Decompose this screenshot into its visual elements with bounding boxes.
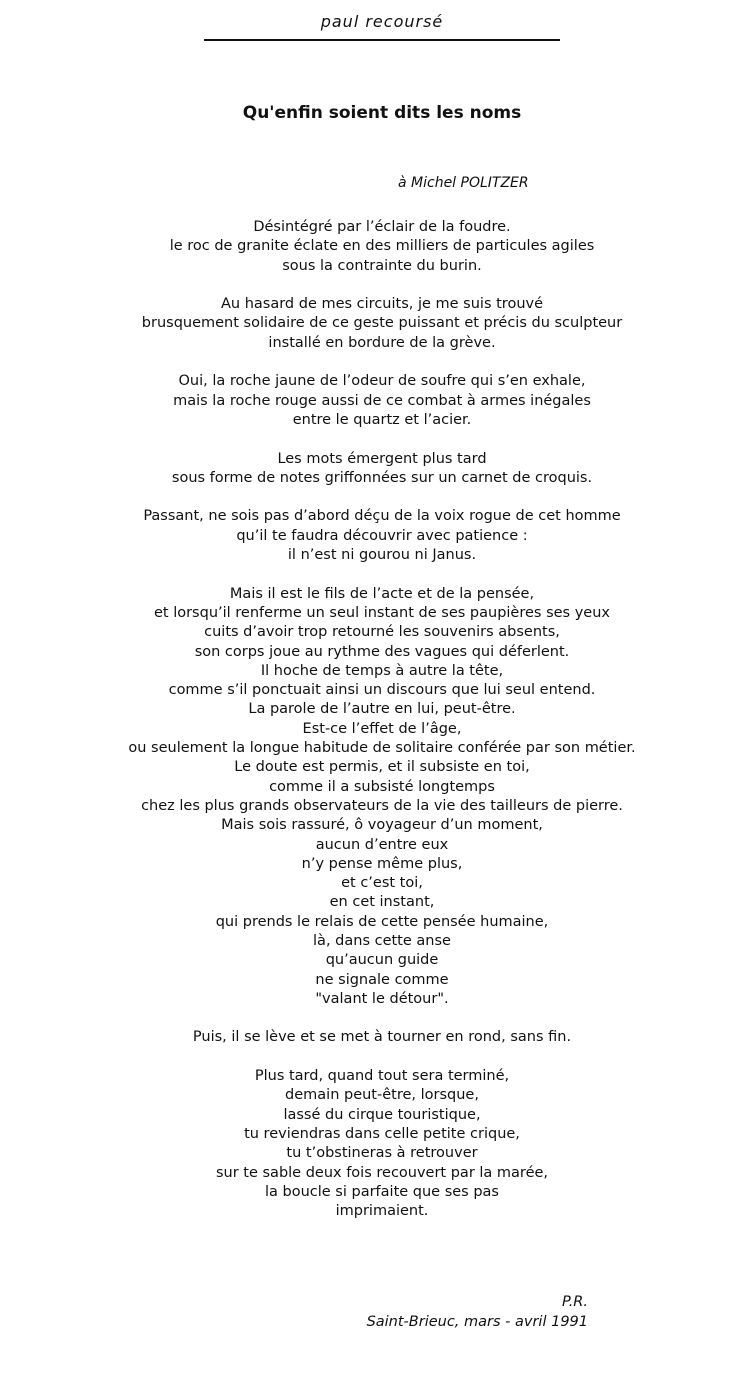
poem-line: entre le quartz et l’acier. xyxy=(292,411,472,428)
signature-block xyxy=(367,1292,588,1332)
poem-line: il n’est ni gourou ni Janus. xyxy=(287,547,477,564)
stanza xyxy=(0,450,750,489)
stanza xyxy=(0,507,750,565)
dedication: à Michel POLITZER xyxy=(398,175,529,191)
poem-line: mais la roche rouge aussi de ce combat à armes inégales xyxy=(173,392,591,409)
poem-line: en cet instant, xyxy=(329,894,435,911)
stanza xyxy=(0,585,750,1010)
header-divider xyxy=(204,39,560,41)
poem-line: Mais sois rassuré, ô voyageur d’un moment, xyxy=(221,817,543,834)
poem-line: brusquement solidaire de ce geste puissant et précis du sculpteur xyxy=(141,315,623,332)
poem-line: ne signale comme xyxy=(315,971,449,988)
poem-line: et lorsqu’il renferme un seul instant de ses paupières ses yeux xyxy=(153,604,610,621)
poem-line: Désintégré par l’éclair de la foudre. xyxy=(253,219,511,235)
poem-line: tu t’obstineras à retrouver xyxy=(286,1145,478,1162)
stanza xyxy=(0,295,750,353)
poem-line: son corps joue au rythme des vagues qui déferlent. xyxy=(194,643,570,660)
poem-line: sous forme de notes griffonnées sur un carnet de croquis. xyxy=(171,469,593,486)
poem-line: cuits d’avoir trop retourné les souvenirs absents, xyxy=(204,624,560,641)
poem-line: sur te sable deux fois recouvert par la marée, xyxy=(215,1164,549,1181)
poem-line: comme il a subsisté longtemps xyxy=(269,778,495,795)
poem-line: chez les plus grands observateurs de la vie des tailleurs de pierre. xyxy=(141,797,623,814)
poem-line: le roc de granite éclate en des milliers de particules agiles xyxy=(169,238,595,255)
poem-line: aucun d’entre eux xyxy=(315,836,449,853)
poem-line: Les mots émergent plus tard xyxy=(277,450,487,467)
author-header: paul recoursé xyxy=(320,12,444,31)
poem-line: qu’il te faudra découvrir avec patience : xyxy=(236,527,528,544)
stanza xyxy=(0,1028,750,1047)
poem-line: ou seulement la longue habitude de solitaire conférée par son métier. xyxy=(128,740,636,757)
poem-line: imprimaient. xyxy=(335,1203,429,1220)
poem-line: là, dans cette anse xyxy=(313,932,451,949)
poem-line: Il hoche de temps à autre la tête, xyxy=(260,662,504,679)
poem-line: tu reviendras dans celle petite crique, xyxy=(244,1125,520,1142)
poem-line: Mais il est le fils de l’acte et de la pensée, xyxy=(229,585,535,602)
poem-line: Le doute est permis, et il subsiste en toi, xyxy=(234,759,530,776)
poem-line: la boucle si parfaite que ses pas xyxy=(264,1183,499,1200)
poem-line: Passant, ne sois pas d’abord déçu de la voix rogue de cet homme xyxy=(143,508,621,525)
poem-body xyxy=(0,218,750,1241)
poem-line: qu’aucun guide xyxy=(325,952,439,969)
stanza xyxy=(0,1067,750,1221)
poem-line: qui prends le relais de cette pensée humaine, xyxy=(215,913,549,930)
poem-line: demain peut-être, lorsque, xyxy=(285,1087,479,1104)
poem-line: Puis, il se lève et se met à tourner en rond, sans fin. xyxy=(192,1029,572,1046)
poem-line: La parole de l’autre en lui, peut-être. xyxy=(248,701,516,718)
poem-line: n’y pense même plus, xyxy=(301,855,463,872)
poem-line: lassé du cirque touristique, xyxy=(283,1106,481,1123)
poem-line: Au hasard de mes circuits, je me suis trouvé xyxy=(220,296,544,313)
poem-line: Oui, la roche jaune de l’odeur de soufre qui s’en exhale, xyxy=(178,373,586,390)
poem-line: installé en bordure de la grève. xyxy=(268,334,496,351)
stanza xyxy=(0,218,750,276)
signature-initials: P.R. xyxy=(561,1294,588,1310)
poem-line: comme s’il ponctuait ainsi un discours que lui seul entend. xyxy=(168,682,596,699)
stanza xyxy=(0,372,750,430)
poem-line: "valant le détour". xyxy=(315,990,449,1007)
poem-line: sous la contrainte du burin. xyxy=(282,257,482,274)
poem-line: Est-ce l’effet de l’âge, xyxy=(302,720,462,737)
poem-line: Plus tard, quand tout sera terminé, xyxy=(254,1068,510,1085)
poem-title: Qu'enfin soient dits les noms xyxy=(242,103,522,123)
signature-place-date: Saint-Brieuc, mars - avril 1991 xyxy=(366,1314,588,1330)
poem-line: et c’est toi, xyxy=(341,875,423,892)
